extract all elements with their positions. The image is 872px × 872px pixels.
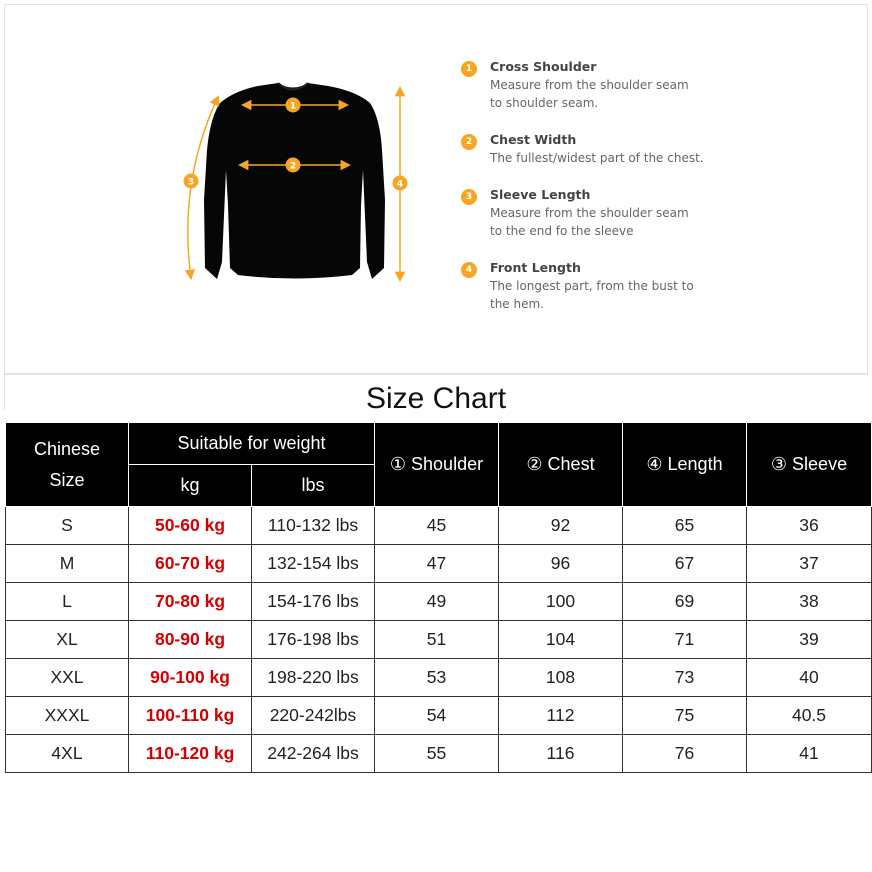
header-chinese-size	[6, 423, 129, 507]
shoulder-cell: 45	[375, 507, 499, 545]
lbs-cell: 110-132 lbs	[252, 507, 375, 545]
table-row	[6, 507, 872, 545]
legend-description: The fullest/widest part of the chest.	[490, 151, 704, 165]
table-row	[6, 659, 872, 697]
measurement-legend	[459, 58, 759, 332]
header-label: Chinese	[33, 438, 101, 459]
size-cell: XXL	[6, 659, 129, 697]
legend-description: The longest part, from the bust to the hem.	[490, 279, 694, 311]
sleeve-cell: 39	[747, 621, 872, 659]
length-cell: 75	[623, 697, 747, 735]
number-4-icon: 4	[461, 262, 477, 278]
length-cell: 65	[623, 507, 747, 545]
svg-text:2: 2	[289, 161, 297, 172]
size-cell: S	[6, 507, 129, 545]
lbs-cell: 220-242lbs	[252, 697, 375, 735]
length-cell: 69	[623, 583, 747, 621]
length-cell: 71	[623, 621, 747, 659]
shoulder-cell: 53	[375, 659, 499, 697]
size-cell: L	[6, 583, 129, 621]
kg-cell: 60-70 kg	[129, 545, 252, 583]
chest-cell: 92	[499, 507, 623, 545]
length-cell: 67	[623, 545, 747, 583]
header-label: Size	[49, 469, 85, 490]
shoulder-cell: 51	[375, 621, 499, 659]
lbs-cell: 154-176 lbs	[252, 583, 375, 621]
number-1-icon: 1	[461, 61, 477, 77]
number-2-icon: 2	[461, 134, 477, 150]
table-row	[6, 545, 872, 583]
legend-item-cross-shoulder	[459, 58, 759, 112]
legend-item-sleeve-length	[459, 186, 759, 240]
header-chest: ② Chest	[499, 423, 623, 507]
header-length: ④ Length	[623, 423, 747, 507]
kg-cell: 100-110 kg	[129, 697, 252, 735]
legend-description: Measure from the shoulder seam to shoulder seam.	[490, 78, 689, 110]
shoulder-cell: 54	[375, 697, 499, 735]
svg-text:4: 4	[396, 179, 404, 190]
table-row	[6, 735, 872, 773]
kg-cell: 50-60 kg	[129, 507, 252, 545]
table-row	[6, 697, 872, 735]
lbs-cell: 198-220 lbs	[252, 659, 375, 697]
sleeve-cell: 41	[747, 735, 872, 773]
marker-4	[393, 176, 408, 191]
kg-cell: 80-90 kg	[129, 621, 252, 659]
size-chart-title: Size Chart	[365, 382, 507, 415]
legend-title: Sleeve Length	[490, 187, 591, 202]
chest-cell: 112	[499, 697, 623, 735]
size-cell: M	[6, 545, 129, 583]
header-weight: Suitable for weight	[129, 423, 375, 465]
chest-cell: 100	[499, 583, 623, 621]
lbs-cell: 242-264 lbs	[252, 735, 375, 773]
shoulder-cell: 49	[375, 583, 499, 621]
legend-item-front-length	[459, 259, 759, 313]
size-cell: XL	[6, 621, 129, 659]
marker-3	[184, 174, 199, 189]
lbs-cell: 132-154 lbs	[252, 545, 375, 583]
number-3-icon: 3	[461, 189, 477, 205]
size-cell: 4XL	[6, 735, 129, 773]
legend-title: Cross Shoulder	[490, 59, 597, 74]
kg-cell: 90-100 kg	[129, 659, 252, 697]
sleeve-cell: 37	[747, 545, 872, 583]
kg-cell: 110-120 kg	[129, 735, 252, 773]
length-cell: 76	[623, 735, 747, 773]
legend-title: Front Length	[490, 260, 581, 275]
sleeve-cell: 38	[747, 583, 872, 621]
kg-cell: 70-80 kg	[129, 583, 252, 621]
chest-cell: 104	[499, 621, 623, 659]
sleeve-cell: 40	[747, 659, 872, 697]
table-row	[6, 621, 872, 659]
header-shoulder: ① Shoulder	[375, 423, 499, 507]
svg-text:3: 3	[187, 177, 195, 188]
size-chart-table	[5, 422, 872, 773]
legend-description: Measure from the shoulder seam to the end fo the sleeve	[490, 206, 689, 238]
chest-cell: 96	[499, 545, 623, 583]
legend-title: Chest Width	[490, 132, 577, 147]
shoulder-cell: 47	[375, 545, 499, 583]
shoulder-cell: 55	[375, 735, 499, 773]
length-cell: 73	[623, 659, 747, 697]
table-row	[6, 583, 872, 621]
marker-1	[286, 98, 301, 113]
size-cell: XXXL	[6, 697, 129, 735]
lbs-cell: 176-198 lbs	[252, 621, 375, 659]
legend-item-chest-width	[459, 131, 759, 167]
sweater-icon	[204, 83, 385, 279]
header-lbs: lbs	[252, 465, 375, 507]
svg-text:1: 1	[289, 101, 297, 112]
marker-2	[286, 158, 301, 173]
chest-cell: 116	[499, 735, 623, 773]
chest-cell: 108	[499, 659, 623, 697]
header-sleeve: ③ Sleeve	[747, 423, 872, 507]
sleeve-cell: 36	[747, 507, 872, 545]
header-kg: kg	[129, 465, 252, 507]
sleeve-cell: 40.5	[747, 697, 872, 735]
